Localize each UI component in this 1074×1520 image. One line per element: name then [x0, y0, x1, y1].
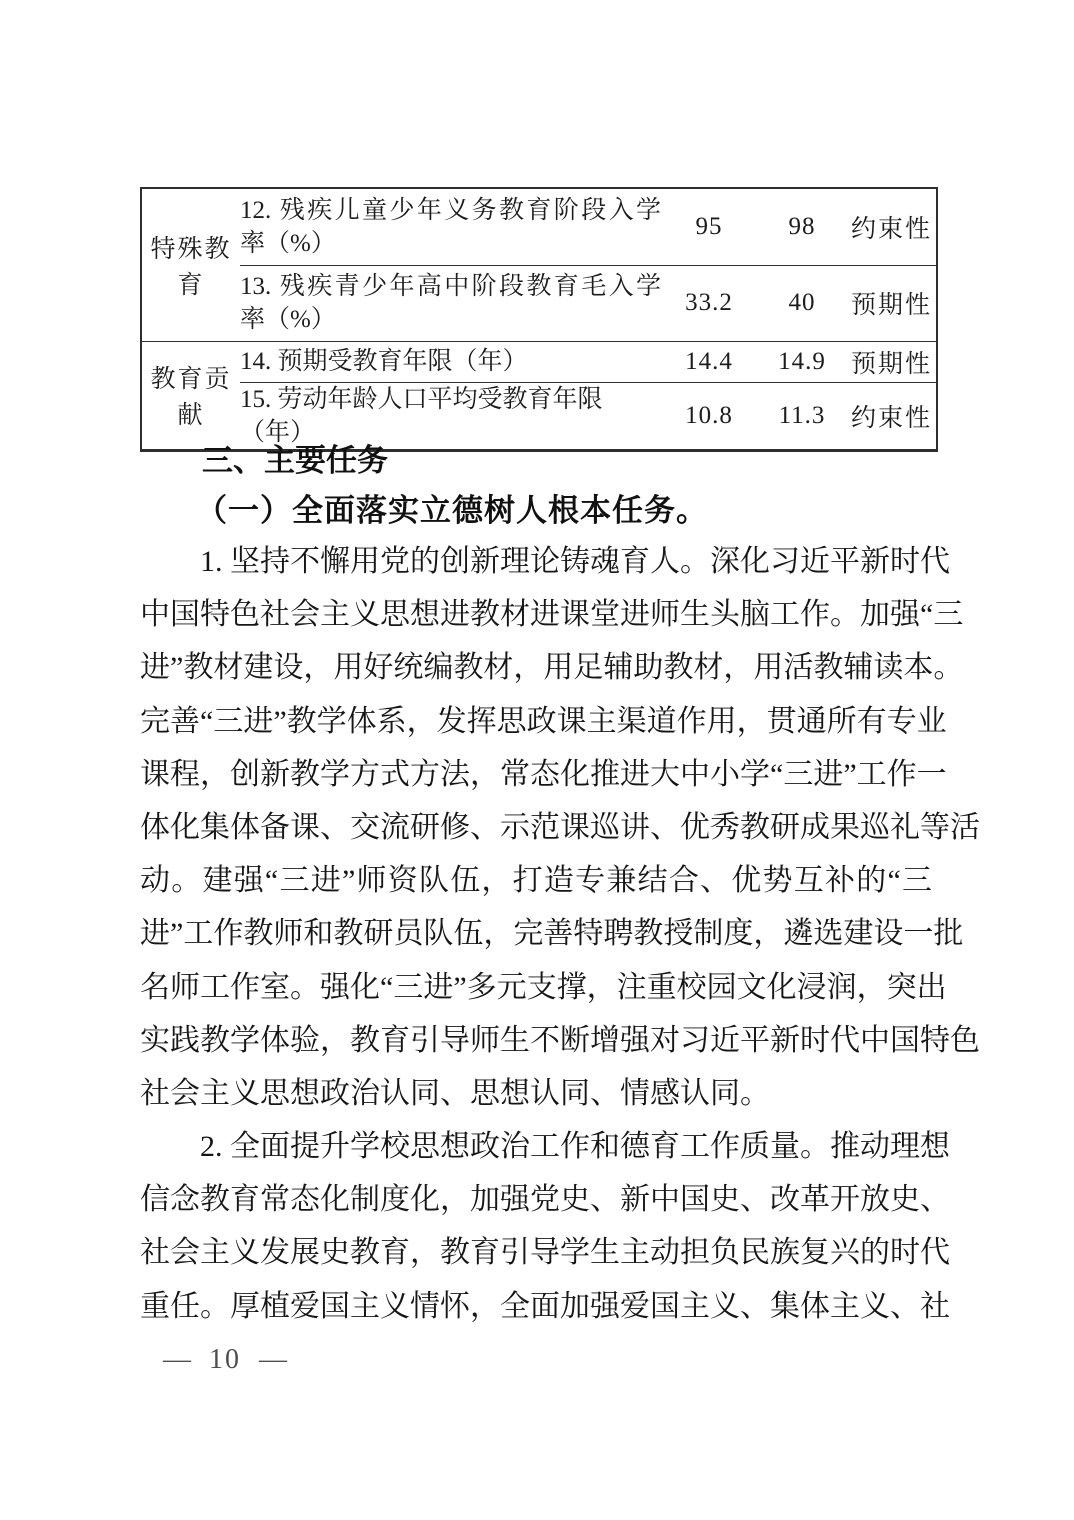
indicator-text-line2: 率（%）: [240, 306, 336, 333]
body-line: 社会主义发展史教育，教育引导学生主动担负民族复兴的时代: [140, 1236, 950, 1270]
body-line: 名师工作室。强化“三进”多元支撑，注重校园文化浸润，突出: [140, 970, 947, 1004]
body-line: 进”工作教师和教研员队伍，完善特聘教授制度，遴选建设一批: [140, 917, 964, 951]
indicators-table: [140, 187, 938, 452]
value-2020-cell: 95: [695, 212, 723, 240]
attribute-cell: 约束性: [850, 215, 932, 243]
table-row: [141, 341, 937, 382]
indicator-cell: 15. 劳动年龄人口平均受教育年限（年）: [240, 382, 661, 450]
value-2025-cell: 14.9: [757, 341, 847, 382]
indicator-text-line2: 率（%）: [240, 229, 336, 257]
category-cell-special-education: 特殊教育: [150, 235, 232, 299]
body-text: [140, 535, 980, 1333]
value-2020-cell: 33.2: [661, 265, 757, 341]
attribute-cell: 约束性: [847, 382, 937, 450]
body-line: 社会主义思想政治认同、思想认同、情感认同。: [140, 1076, 770, 1110]
body-line: 信念教育常态化制度化，加强党史、新中国史、改革开放史、: [140, 1183, 950, 1217]
section-heading: 三、主要任务: [202, 443, 388, 478]
indicator-text-line1: 12. 残疾儿童少年义务教育阶段入学: [240, 196, 661, 224]
indicator-cell: 14. 预期受教育年限（年）: [240, 341, 661, 382]
indicator-cell: [240, 188, 661, 265]
body-line: 中国特色社会主义思想进教材进课堂进师生头脑工作。加强“三: [140, 598, 964, 632]
value-2020-cell: 10.8: [661, 382, 757, 450]
body-line: 1. 坚持不懈用党的创新理论铸魂育人。深化习近平新时代: [200, 545, 950, 578]
subsection-heading: （一）全面落实立德树人根本任务。: [196, 493, 708, 528]
footer-right-dash: —: [259, 1344, 287, 1375]
table-row: [141, 265, 937, 341]
value-2025-cell: 40: [757, 265, 847, 341]
category-cell-education-contribution: 教育贡献: [141, 341, 240, 450]
indicator-cell: [240, 265, 661, 341]
attribute-cell: 预期性: [847, 341, 937, 382]
body-line: 实践教学体验，教育引导师生不断增强对习近平新时代中国特色: [140, 1023, 980, 1057]
value-2025-cell: 98: [788, 212, 816, 240]
attribute-cell: 预期性: [847, 265, 937, 341]
body-line: 完善“三进”教学体系，发挥思政课主渠道作用，贯通所有专业: [140, 704, 947, 738]
body-line: 2. 全面提升学校思想政治工作和德育工作质量。推动理想: [200, 1130, 950, 1164]
body-line: 动。建强“三进”师资队伍，打造专兼结合、优势互补的“三: [140, 864, 932, 898]
page-number: 10: [209, 1344, 241, 1375]
body-line: 进”教材建设，用好统编教材，用足辅助教材，用活教辅读本。: [140, 651, 964, 685]
page-footer: [163, 1344, 287, 1376]
indicator-text-line1: 13. 残疾青少年高中阶段教育毛入学: [240, 273, 661, 300]
value-2020-cell: 14.4: [661, 341, 757, 382]
table-row: [141, 188, 937, 265]
body-line: 课程，创新教学方式方法，常态化推进大中小学“三进”工作一: [140, 757, 947, 791]
body-line: 重任。厚植爱国主义情怀，全面加强爱国主义、集体主义、社: [140, 1289, 950, 1323]
footer-left-dash: —: [163, 1344, 191, 1375]
value-2025-cell: 11.3: [757, 382, 847, 450]
body-line: 体化集体备课、交流研修、示范课巡讲、优秀教研成果巡礼等活: [140, 810, 980, 844]
